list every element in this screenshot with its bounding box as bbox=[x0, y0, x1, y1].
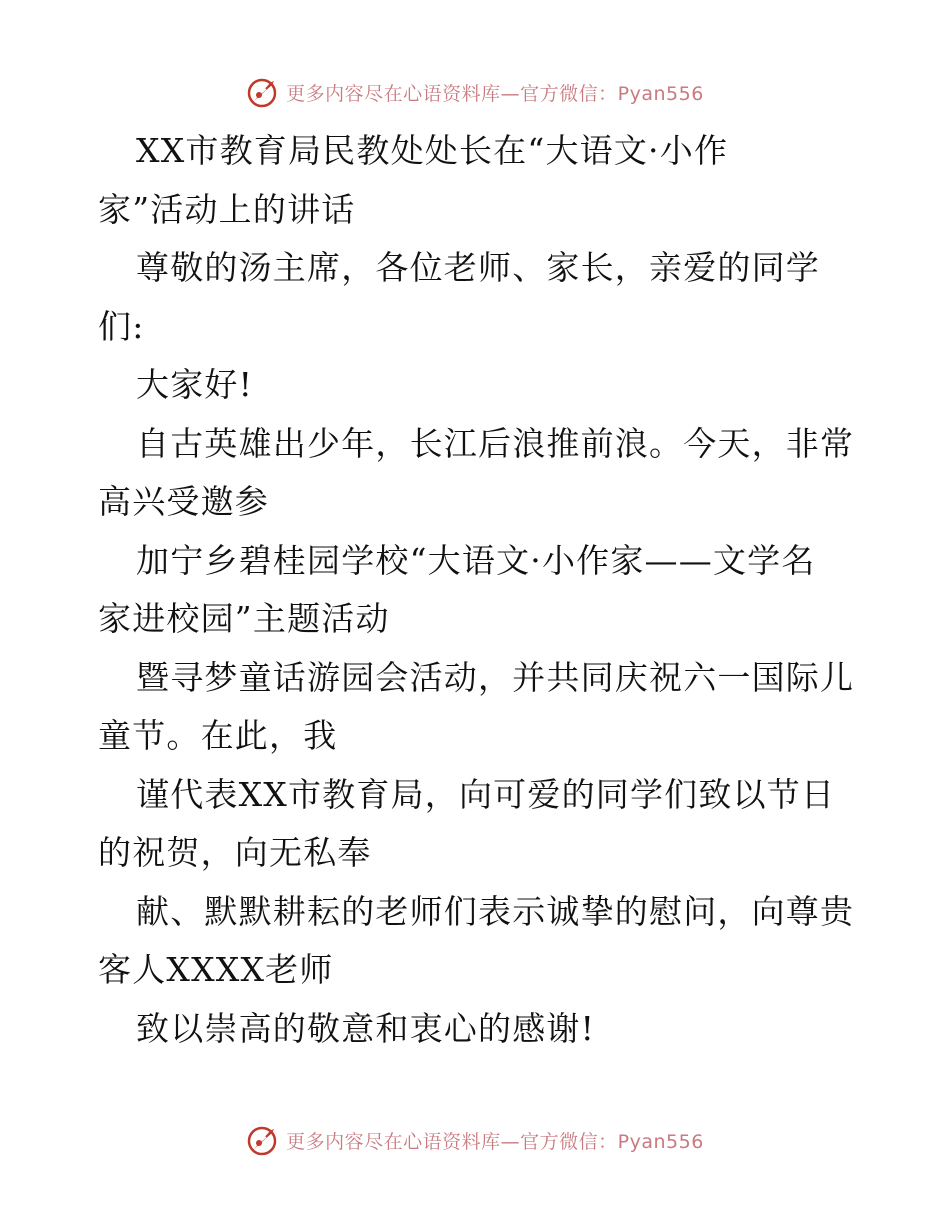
paragraph-line: 暨寻梦童话游园会活动，并共同庆祝六一国际儿 bbox=[136, 657, 855, 697]
salutation-line-2: 们: bbox=[98, 306, 145, 346]
paragraph-line: 献、默默耕耘的老师们表示诚挚的慰问，向尊贵 bbox=[136, 891, 855, 931]
paragraph-line: 高兴受邀参 bbox=[98, 482, 269, 521]
footer-banner-text: 更多内容尽在心语资料库—官方微信：Pyan556 bbox=[286, 1130, 704, 1153]
paragraph-line: 家进校园”主题活动 bbox=[98, 599, 390, 638]
title-line-2: 家”活动上的讲话 bbox=[98, 189, 356, 229]
footer-banner bbox=[0, 1120, 950, 1160]
greeting-line: 大家好! bbox=[136, 365, 254, 404]
feather-pen-logo-icon bbox=[246, 75, 280, 109]
feather-pen-logo-icon bbox=[246, 1123, 280, 1157]
paragraph-line: 加宁乡碧桂园学校“大语文·小作家——文学名 bbox=[136, 540, 816, 580]
salutation-line-1: 尊敬的汤主席，各位老师、家长，亲爱的同学 bbox=[136, 248, 820, 287]
header-banner bbox=[0, 72, 950, 112]
paragraph-line: 谨代表XX市教育局，向可爱的同学们致以节日 bbox=[136, 774, 836, 814]
title-line-1: XX市教育局民教处处长在“大语文·小作 bbox=[136, 131, 729, 170]
paragraph-line: 致以崇高的敬意和衷心的感谢! bbox=[136, 1008, 596, 1048]
header-banner-text: 更多内容尽在心语资料库—官方微信：Pyan556 bbox=[286, 82, 704, 105]
paragraph-line: 自古英雄出少年，长江后浪推前浪。今天，非常 bbox=[136, 423, 855, 463]
paragraph-line: 童节。在此，我 bbox=[98, 716, 338, 755]
document-body bbox=[98, 122, 858, 1058]
paragraph-line: 的祝贺，向无私奉 bbox=[98, 833, 372, 872]
paragraph-line: 客人XXXX老师 bbox=[98, 950, 334, 989]
